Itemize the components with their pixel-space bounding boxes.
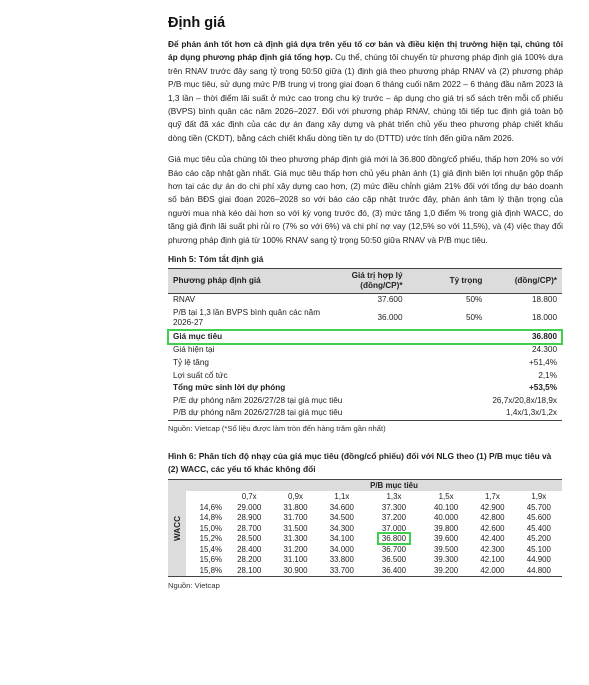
wacc-row-label: 15,2% (199, 534, 222, 544)
sensitivity-cell (226, 555, 272, 566)
cell: 18.000 (531, 312, 557, 322)
sensitivity-cell (516, 524, 562, 535)
sensitivity-value: 40.100 (434, 502, 459, 512)
sensitivity-value: 42.100 (480, 555, 505, 565)
sensitivity-cell (272, 513, 318, 524)
blank-cell (186, 491, 226, 503)
sensitivity-value: 28.100 (237, 565, 262, 575)
sensitivity-value: 28.700 (237, 523, 262, 533)
col-header-weighted: (đồng/CP)* (487, 269, 562, 294)
sensitivity-cell (272, 534, 318, 545)
cell: 1,4x/1,3x/1,2x (487, 407, 562, 420)
sensitivity-cell (319, 545, 365, 556)
table-row (186, 534, 562, 545)
sensitivity-value: 45.100 (526, 544, 551, 554)
sensitivity-cell (365, 555, 423, 566)
sensitivity-cell (423, 545, 469, 556)
sensitivity-value: 31.700 (283, 513, 308, 523)
cell: +53,5% (529, 383, 557, 393)
sensitivity-value: 39.600 (434, 534, 459, 544)
sensitivity-value: 42.800 (480, 513, 505, 523)
sensitivity-cell (516, 545, 562, 556)
sensitivity-value: 42.300 (480, 544, 505, 554)
sensitivity-cell (365, 524, 423, 535)
sensitivity-cell (226, 524, 272, 535)
sensitivity-value: 45.200 (526, 534, 551, 544)
sensitivity-value: 34.500 (329, 513, 354, 523)
col-header-method: Phương pháp định giá (168, 269, 328, 294)
sensitivity-value: 33.700 (329, 565, 354, 575)
sensitivity-value: 33.800 (329, 555, 354, 565)
paragraph-1-bold: Để phản ánh tốt hơn cả định giá dựa trên yếu tố cơ bản và điều kiện thị trường hiện tại, chúng tôi áp dụng phương pháp định giá tổng hợp. (168, 39, 563, 63)
cell: 18.800 (531, 295, 557, 305)
sensitivity-cell (365, 513, 423, 524)
cell: 37.600 (377, 295, 403, 305)
table-row (186, 503, 562, 514)
table-row (186, 513, 562, 524)
sensitivity-value: 39.200 (434, 565, 459, 575)
sensitivity-value: 45.700 (526, 502, 551, 512)
sensitivity-cell (423, 503, 469, 514)
sensitivity-body (186, 503, 562, 577)
sensitivity-value: 34.000 (329, 544, 354, 554)
sensitivity-cell (365, 545, 423, 556)
sensitivity-cell (272, 524, 318, 535)
cell: Tổng mức sinh lời dự phóng (173, 383, 286, 393)
blank-cell (186, 480, 226, 491)
sensitivity-cell (319, 566, 365, 577)
sensitivity-cell (516, 566, 562, 577)
sensitivity-cell (226, 545, 272, 556)
cell: P/E dự phóng năm 2026/27/28 tại giá mục tiêu (173, 395, 343, 405)
cell: 24.300 (487, 344, 562, 357)
cell: RNAV (173, 295, 196, 305)
table-row (168, 294, 562, 307)
cell: P/B dự phóng năm 2026/27/28 tại giá mục tiêu (168, 407, 487, 420)
wacc-row-label: 15,6% (199, 555, 222, 565)
target-price-label: Giá mục tiêu (168, 330, 487, 344)
wacc-row-label: 15,4% (199, 544, 222, 554)
sensitivity-value: 34.300 (329, 523, 354, 533)
sensitivity-cell (272, 545, 318, 556)
pb-header-row (186, 480, 562, 491)
table-row (168, 395, 562, 408)
sensitivity-value: 37.200 (381, 513, 407, 523)
cell: 26,7x/20,8x/18,9x (492, 395, 557, 405)
sensitivity-value: 31.500 (283, 523, 308, 533)
sensitivity-value: 28.200 (237, 555, 262, 565)
valuation-summary-table (168, 268, 562, 421)
sensitivity-value: 42.400 (480, 534, 505, 544)
wacc-label: WACC (172, 515, 182, 541)
sensitivity-value: 42.000 (480, 565, 505, 575)
sensitivity-cell (516, 534, 562, 545)
pb-target-header: P/B mục tiêu (226, 480, 562, 491)
sensitivity-value: 37.300 (381, 502, 407, 512)
table-row (168, 382, 562, 395)
sensitivity-cell (319, 555, 365, 566)
cell: P/B tại 1,3 lần BVPS bình quân các năm 2026-27 (173, 307, 321, 328)
sensitivity-value: 37.000 (381, 523, 407, 533)
table-row (168, 357, 562, 370)
sensitivity-cell (226, 534, 272, 545)
sensitivity-value: 44.800 (526, 565, 551, 575)
pb-col-label: 0,7x (241, 492, 257, 502)
sensitivity-grid (186, 480, 562, 576)
sensitivity-cell (319, 524, 365, 535)
wacc-row-label: 15,0% (199, 523, 222, 533)
sensitivity-cell (516, 503, 562, 514)
sensitivity-cell (365, 534, 423, 545)
sensitivity-cell (516, 513, 562, 524)
figure-6-source: Nguồn: Vietcap (168, 581, 220, 591)
cell: 36.000 (377, 312, 403, 322)
sensitivity-cell (423, 566, 469, 577)
sensitivity-cell (423, 524, 469, 535)
figure-5-title: Hình 5: Tóm tắt định giá (168, 254, 264, 265)
table-row (186, 555, 562, 566)
sensitivity-value: 36.500 (381, 555, 407, 565)
sensitivity-value: 39.800 (434, 523, 459, 533)
cell: +51,4% (529, 358, 557, 368)
sensitivity-value: 28.900 (237, 513, 262, 523)
sensitivity-value: 34.600 (329, 502, 354, 512)
figure-5-source: Nguồn: Vietcap (*Số liệu được làm tròn đến hàng trăm gần nhất) (168, 424, 386, 434)
sensitivity-cell (469, 534, 515, 545)
cell: 50% (465, 295, 483, 305)
sensitivity-value: 36.700 (381, 544, 407, 554)
sensitivity-table (168, 479, 562, 577)
sensitivity-cell (272, 555, 318, 566)
sensitivity-cell (423, 534, 469, 545)
sensitivity-cell (272, 566, 318, 577)
table-row (168, 344, 562, 357)
table-row (168, 407, 562, 420)
sensitivity-cell (226, 566, 272, 577)
sensitivity-value: 31.300 (283, 534, 308, 544)
sensitivity-cell (516, 555, 562, 566)
table-row (186, 545, 562, 556)
sensitivity-value: 36.400 (381, 565, 407, 575)
paragraph-1 (168, 38, 563, 145)
sensitivity-value: 31.200 (283, 544, 308, 554)
sensitivity-cell (226, 503, 272, 514)
sensitivity-value: 30.900 (283, 565, 308, 575)
sensitivity-value: 28.500 (237, 534, 262, 544)
pb-col-label: 1,9x (531, 492, 547, 502)
cell: Giá hiện tại (168, 344, 487, 357)
wacc-row-label: 15,8% (199, 565, 222, 575)
paragraph-2: Giá mục tiêu của chúng tôi theo phương pháp định giá mới là 36.800 đồng/cổ phiếu, thấp hơn 20% so với Báo cáo cập nhật gần nhất. Giá mục tiêu thấp hơn chủ yếu phản ánh (1) giả định biên lợi nhuận gộp thấp hơn tại các dự án do chi phí xây dựng cao hơn, (2) mức điều chỉnh giảm 21% đối với tổng dự báo doanh số bán BĐS giai đoạn 2026–2028 so với báo cáo cập nhật trước đây, phản ánh tâm lý thận trọng của người mua nhà kéo dài hơn so với kỳ vọng trước đó, (3) mức tăng 1,0 điểm % trong giả định WACC, do tăng giả định lãi suất phi rủi ro (7% so với 6%) và chi phí nợ vay (12,5% so với 11,5%), và (4) việc thay đổi phương pháp định giá từ 100% RNAV sang tỷ trọng 50:50 giữa RNAV và P/B mục tiêu. (168, 154, 563, 245)
sensitivity-cell (319, 503, 365, 514)
sensitivity-cell (469, 513, 515, 524)
sensitivity-cell (365, 566, 423, 577)
sensitivity-matrix (186, 480, 562, 576)
wacc-row-label: 14,6% (199, 502, 222, 512)
sensitivity-cell (469, 545, 515, 556)
sensitivity-cell (469, 566, 515, 577)
col-header-weight: Tỷ trọng (408, 269, 488, 294)
target-price-value: 36.800 (487, 330, 562, 344)
table-row (186, 524, 562, 535)
sensitivity-cell (469, 555, 515, 566)
cell: Lợi suất cổ tức (173, 370, 228, 380)
target-price-row (168, 330, 562, 344)
table-header-row (168, 269, 562, 294)
sensitivity-cell (469, 524, 515, 535)
sensitivity-value: 29.000 (237, 502, 262, 512)
paragraph-1-text: Cụ thể, chúng tôi chuyển từ phương pháp định giá 100% dựa trên RNAV trước đây sang tỷ trọng 50:50 giữa (1) định giá theo phương pháp RNAV và (2) phương pháp P/B mục tiêu, sử dụng mức P/B trung vị trong giai đoạn 6 tháng cuối năm 2022 – 6 tháng đầu năm 2023 là 1,3 lần – thời điểm lãi suất ở mức cao trong chu kỳ trước – áp dụng cho giá trị sổ sách trên mỗi cổ phiếu (BVPS) bình quân các năm 2026–2027. Đối với phương pháp RNAV, chúng tôi tiếp tục định giá toàn bộ quỹ đất đã xác định của các dự án đang xây dựng và phát triển chủ yếu theo phương pháp chiết khấu dòng tiền (CKDT), bằng cách chiết khấu dòng tiền tự do (DTTD) ước tính đến giữa năm 2026. (168, 52, 563, 143)
sensitivity-cell (319, 534, 365, 545)
figure-6-title: Hình 6: Phân tích độ nhạy của giá mục tiêu (đồng/cổ phiếu) đối với NLG theo (1) P/B mục tiêu và (2) WACC, các yếu tố khác không đổi (168, 451, 552, 475)
sensitivity-cell (226, 513, 272, 524)
table-row (186, 566, 562, 577)
pb-col-label: 1,5x (438, 492, 454, 502)
sensitivity-value: 28.400 (237, 544, 262, 554)
sensitivity-cell (365, 503, 423, 514)
sensitivity-cell (423, 555, 469, 566)
table-row (168, 307, 562, 331)
sensitivity-value: 34.100 (329, 534, 354, 544)
sensitivity-value: 36.800 (379, 534, 409, 543)
pb-col-label: 0,9x (288, 492, 303, 502)
wacc-row-label: 14,8% (199, 513, 222, 523)
sensitivity-value: 45.600 (526, 513, 551, 523)
pb-col-label: 1,1x (334, 492, 350, 502)
sensitivity-value: 40.000 (434, 513, 459, 523)
table-row (168, 370, 562, 383)
sensitivity-cell (319, 513, 365, 524)
pb-values-row (186, 491, 562, 503)
col-header-fair-value: Giá trị hợp lý (đồng/CP)* (328, 269, 408, 294)
sensitivity-value: 44.900 (526, 555, 551, 565)
sensitivity-value: 39.300 (434, 555, 459, 565)
sensitivity-value: 42.900 (480, 502, 505, 512)
wacc-axis-label (168, 480, 186, 576)
sensitivity-cell (423, 513, 469, 524)
sensitivity-value: 31.800 (283, 502, 308, 512)
sensitivity-value: 39.500 (434, 544, 459, 554)
cell: Tỷ lệ tăng (173, 358, 209, 368)
page-title: Định giá (168, 15, 226, 31)
sensitivity-cell (469, 503, 515, 514)
sensitivity-value: 31.100 (283, 555, 308, 565)
cell: 50% (465, 312, 483, 322)
sensitivity-value: 45.400 (526, 523, 551, 533)
sensitivity-value: 42.600 (480, 523, 505, 533)
pb-col-label: 1,7x (484, 492, 500, 502)
pb-col-label: 1,3x (386, 492, 402, 502)
cell: 2,1% (538, 370, 557, 380)
sensitivity-cell (272, 503, 318, 514)
